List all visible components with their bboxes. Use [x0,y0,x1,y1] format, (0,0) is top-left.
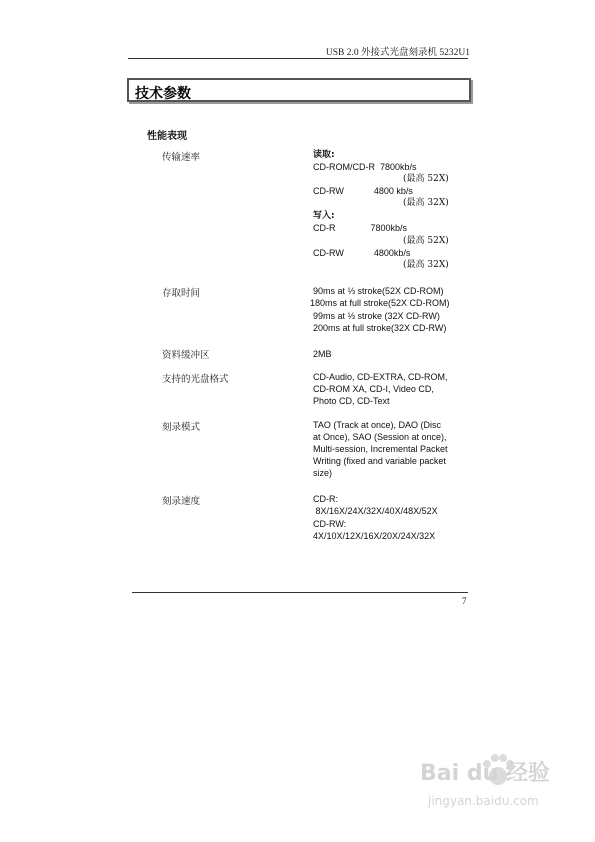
spec-label-modes: 刻录模式 [162,422,201,433]
modes-line-4: Writing (fixed and variable packet [313,456,446,466]
spec-label-access: 存取时间 [162,288,201,299]
modes-line-1: TAO (Track at once), DAO (Disc [313,420,442,430]
read-cdrom-max: (最高 52X) [403,174,449,184]
watermark-url: jingyan.baidu.com [428,794,539,808]
read-cdrom-rate: CD-ROM/CD-R 7800kb/s [313,162,417,172]
spec-label-formats: 支持的光盘格式 [162,374,229,385]
watermark-logo [420,746,570,821]
speed-line-3: CD-RW: [313,519,347,529]
page-number: 7 [462,596,467,606]
write-cdr-max: (最高 52X) [403,236,449,246]
subsection-title: 性能表现 [147,131,187,142]
buffer-value: 2MB [313,349,332,359]
write-heading: 写入: [313,211,335,221]
speed-line-4: 4X/10X/12X/16X/20X/24X/32X [313,531,436,541]
access-line-2: 180ms at full stroke(52X CD-ROM) [310,298,450,308]
speed-line-2: 8X/16X/24X/32X/40X/48X/52X [313,506,438,516]
formats-line-1: CD-Audio, CD-EXTRA, CD-ROM, [313,372,448,382]
access-line-3: 99ms at ⅓ stroke (32X CD-RW) [313,311,440,321]
formats-line-2: CD-ROM XA, CD-I, Video CD, [313,384,434,394]
write-cdr-rate: CD-R 7800kb/s [313,223,408,233]
access-line-1: 90ms at ⅓ stroke(52X CD-ROM) [313,286,444,296]
access-line-4: 200ms at full stroke(32X CD-RW) [313,323,447,333]
read-cdrw-max: (最高 32X) [403,198,449,208]
footer-rule [132,592,468,593]
modes-line-3: Multi-session, Incremental Packet [313,444,448,454]
section-title: 技术参数 [135,86,191,102]
read-heading: 读取: [313,150,335,160]
write-cdrw-rate: CD-RW 4800kb/s [313,248,411,258]
formats-line-3: Photo CD, CD-Text [313,396,390,406]
read-cdrw-rate: CD-RW 4800 kb/s [313,186,413,196]
spec-label-buffer: 资料缓冲区 [162,350,210,361]
write-cdrw-max: (最高 32X) [403,260,449,270]
header-title: USB 2.0 外接式光盘刻录机 5232U1 [325,48,470,58]
modes-line-2: at Once), SAO (Session at once), [313,432,447,442]
watermark-brand: Bai du 经验 [420,761,550,786]
header-rule [128,58,468,59]
speed-line-1: CD-R: [313,494,338,504]
modes-line-5: size) [313,468,333,478]
spec-label-speed: 刻录速度 [162,496,201,507]
section-title-box [127,78,471,102]
spec-label-transfer: 传输速率 [162,152,201,163]
